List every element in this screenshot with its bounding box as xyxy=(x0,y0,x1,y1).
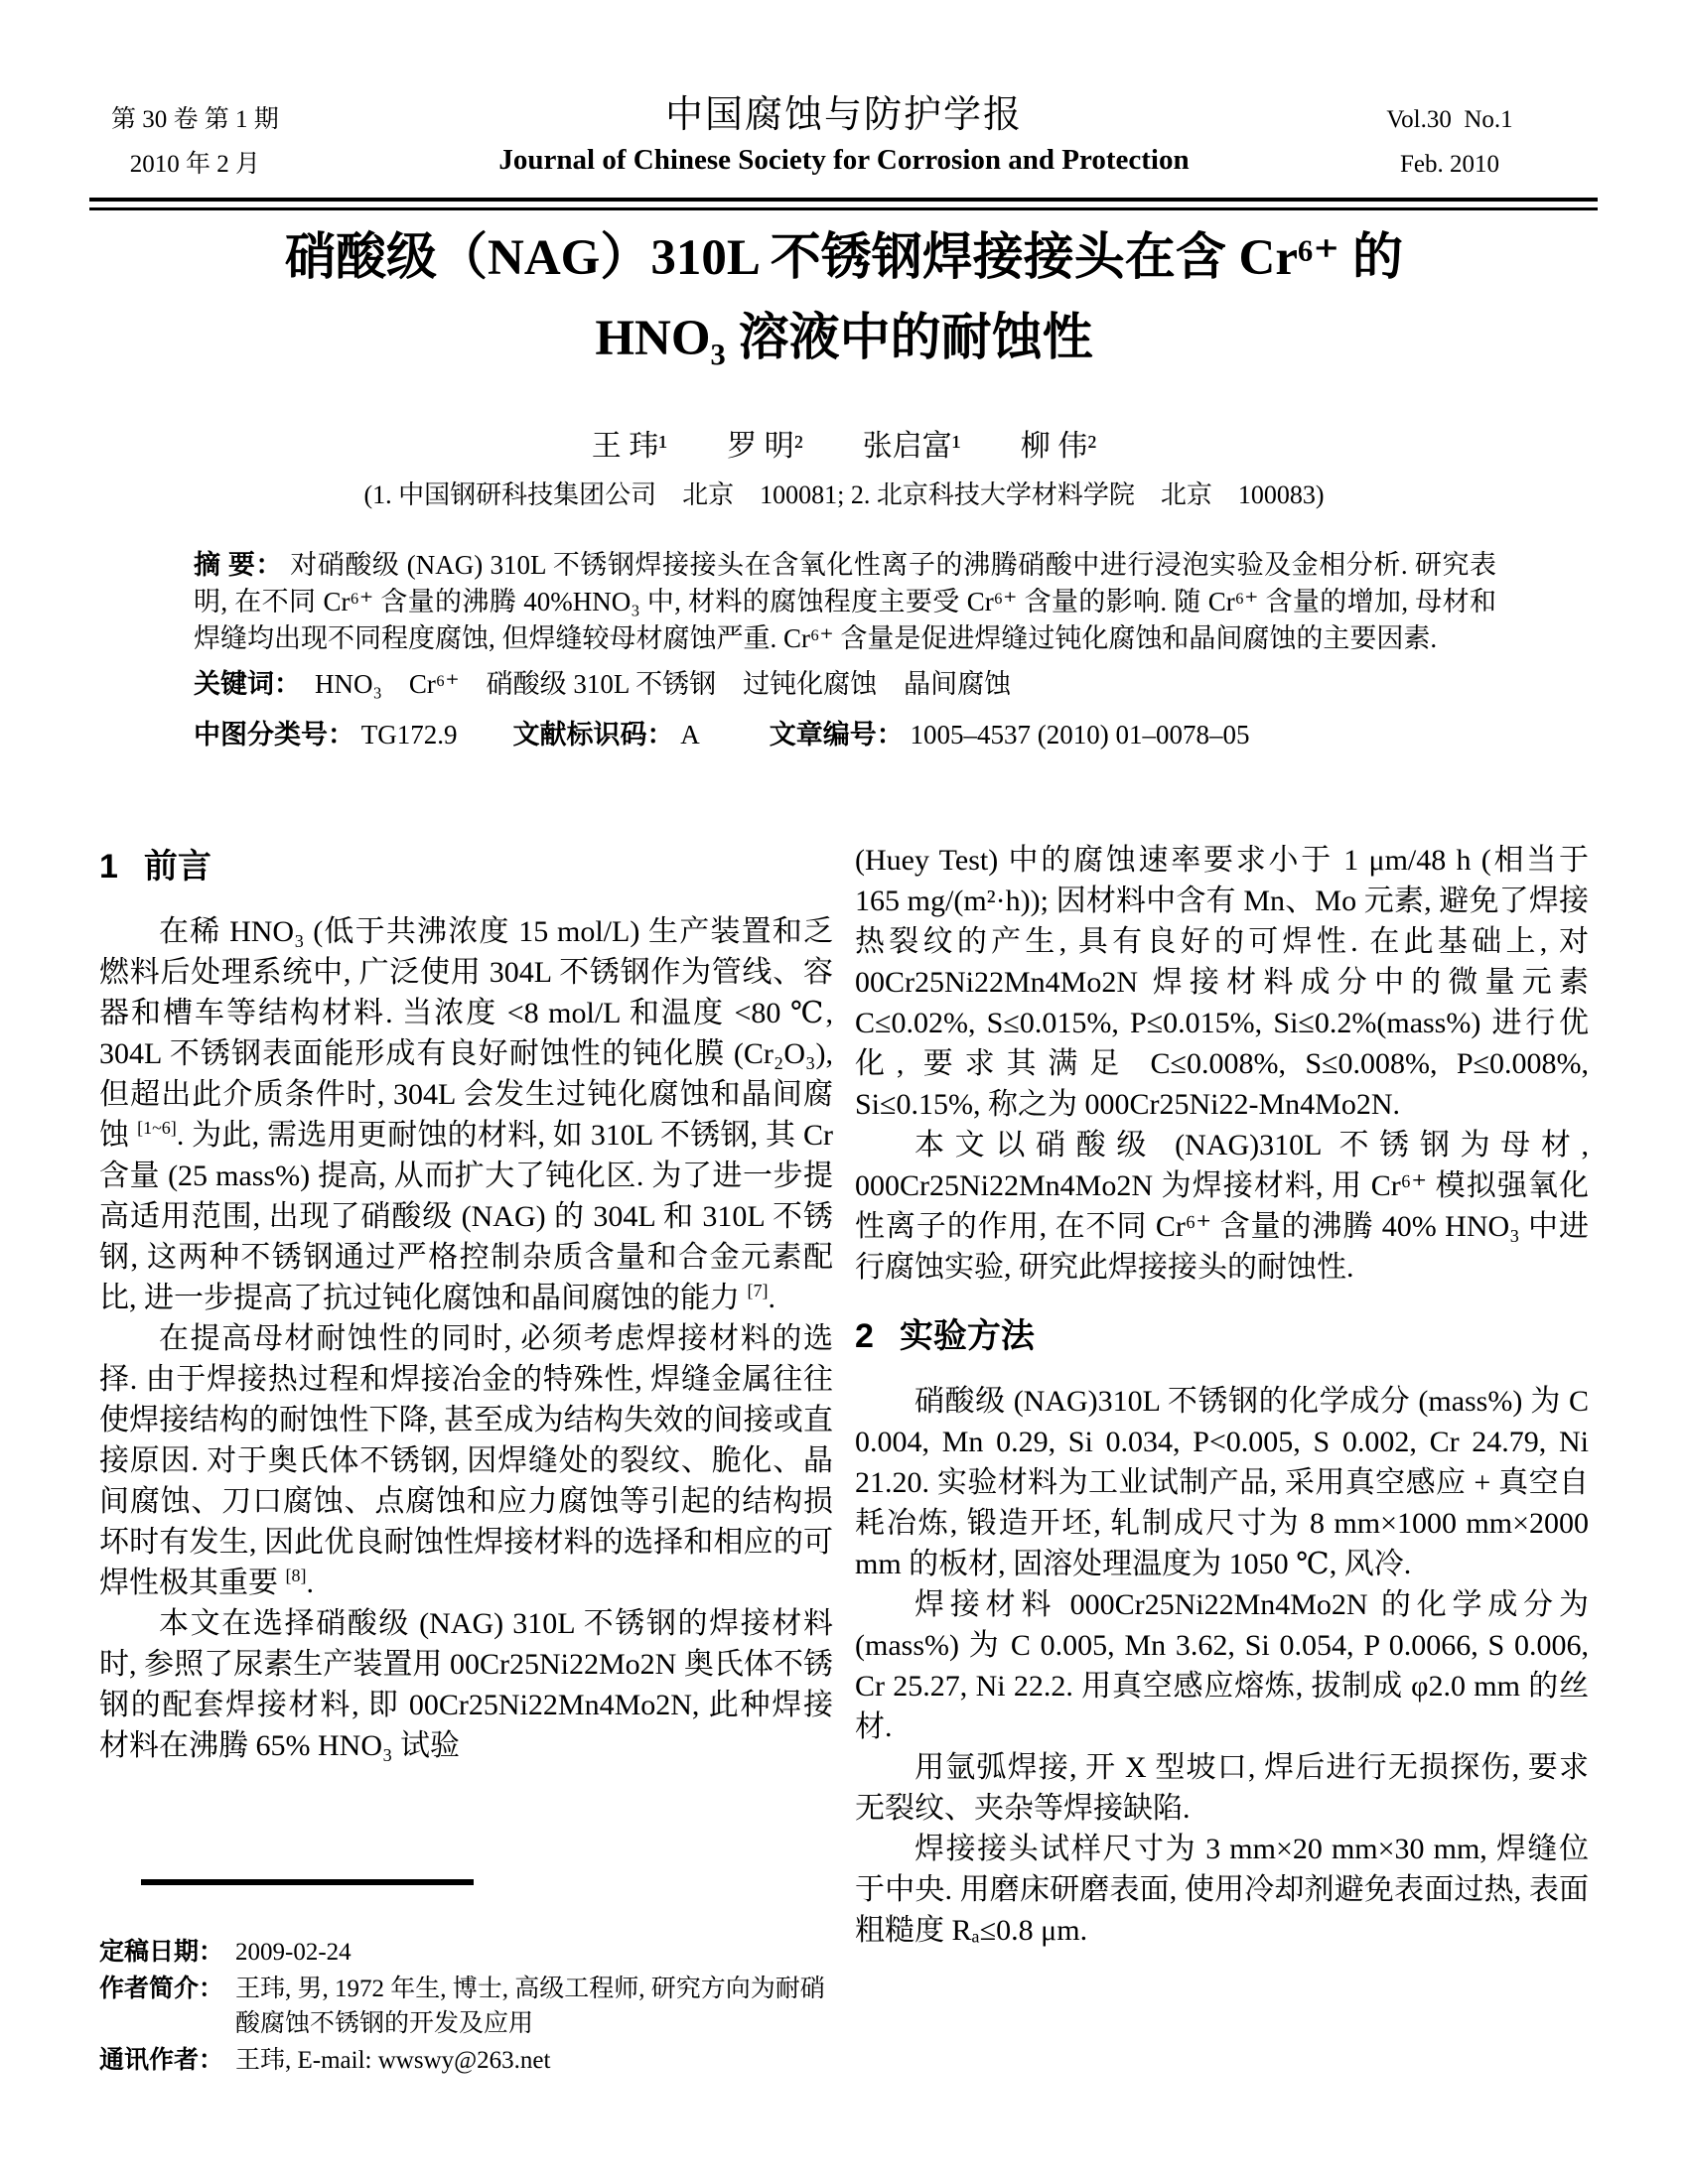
volume-number: Vol.30 No.1 xyxy=(1386,106,1513,133)
abstract-block xyxy=(194,547,1496,753)
section-2-paragraph-3: 用氩弧焊接, 开 X 型坡口, 焊后进行无损探伤, 要求无裂纹、夹杂等焊接缺陷. xyxy=(855,1751,1589,1825)
footnote-block xyxy=(99,1879,844,2080)
classification-row xyxy=(194,717,1496,753)
citation-ref: [7] xyxy=(747,1281,769,1300)
volume-date: Feb. 2010 xyxy=(1400,151,1499,178)
keywords-row xyxy=(194,666,1496,703)
journal-title-cn: 中国腐蚀与防护学报 xyxy=(664,94,1023,136)
article-title-line2: HNO₃ 溶液中的耐蚀性 xyxy=(595,311,1093,366)
author-affiliations: (1. 中国钢研科技集团公司 北京 100081; 2. 北京科技大学材料学院 北京 100083) xyxy=(363,480,1325,509)
issue-volume-line: 第 30 卷 第 1 期 xyxy=(111,106,279,133)
footnote-received-date: 定稿日期： 2009-02-24 xyxy=(99,1939,352,1966)
section-2-paragraph-1: 硝酸级 (NAG)310L 不锈钢的化学成分 (mass%) 为 C 0.004, Mn 0.29, Si 0.034, P<0.005, S 0.002, Cr 24.79, Ni 21.20. 实验材料为工业试制产品, 采用真空感应 + 真空自耗冶炼, 锻造开坯, 轧制成尺寸为 8 mm×1000 mm×2000 mm 的板材, 固溶处理温度为 1050 ℃, 风冷. xyxy=(855,1385,1589,1580)
section-1-paragraph-1: 在稀 HNO₃ (低于共沸浓度 15 mol/L) 生产装置和乏燃料后处理系统中, 广泛使用 304L 不锈钢作为管线、容器和槽车等结构材料. 当浓度 <8 mol/L 和温度 <80 ℃, 304L 不锈钢表面能形成有良好耐蚀性的钝化膜 (Cr₂O₃), 但超出此介质条件时, 304L 会发生过钝化腐蚀和晶间腐蚀 [1~6]. 为此, 需选用更耐蚀的材料, 如 310L 不锈钢, 其 Cr 含量 (25 mass%) 提高, 从而扩大了钝化区. 为了进一步提高适用范围, 出现了硝酸级 (NAG) 的 304L 和 310L 不锈钢, 这两种不锈钢通过严格控制杂质含量和合金元素配比, 进一步提高了抗过钝化腐蚀和晶间腐蚀的能力 [7]. xyxy=(99,915,834,1314)
clc-number: 中图分类号： TG172.9 xyxy=(194,720,458,750)
issue-date-line: 2010 年 2 月 xyxy=(129,151,261,178)
header-volume xyxy=(1326,97,1574,187)
section-2-paragraph-4: 焊接接头试样尺寸为 3 mm×20 mm×30 mm, 焊缝位于中央. 用磨床研磨表面, 使用冷却剂避免表面过热, 表面粗糙度 Rₐ≤0.8 μm. xyxy=(855,1833,1589,1947)
abstract-text: 对硝酸级 (NAG) 310L 不锈钢焊接接头在含氧化性离子的沸腾硝酸中进行浸泡实验及金相分析. 研究表明, 在不同 Cr⁶⁺ 含量的沸腾 40%HNO₃ 中, 材料的腐蚀程度主要受 Cr⁶⁺ 含量的影响. 随 Cr⁶⁺ 含量的增加, 母材和焊缝均出现不同程度腐蚀, 但焊缝较母材腐蚀严重. Cr⁶⁺ 含量是促进焊缝过钝化腐蚀和晶间腐蚀的主要因素. xyxy=(194,550,1497,653)
section-1-heading: 1 前言 xyxy=(99,848,211,886)
document-code: 文献标识码： A xyxy=(512,720,700,750)
section-2-paragraph-2: 焊接材料 000Cr25Ni22Mn4Mo2N 的化学成分为 (mass%) 为 C 0.005, Mn 3.62, Si 0.054, P 0.0066, S 0.006, Cr 25.27, Ni 22.2. 用真空感应熔炼, 拔制成 φ2.0 mm 的丝材. xyxy=(855,1588,1589,1743)
article-title-line1: 硝酸级（NAG）310L 不锈钢焊接接头在含 Cr⁶⁺ 的 xyxy=(285,230,1403,286)
right-column xyxy=(855,840,1589,1951)
citation-ref: [8] xyxy=(285,1566,307,1585)
keywords-text: HNO₃ Cr⁶⁺ 硝酸级 310L 不锈钢 过钝化腐蚀 晶间腐蚀 xyxy=(315,669,1012,699)
footnote-corresponding-author: 通讯作者： 王玮, E-mail: wwswy@263.net xyxy=(99,2047,551,2074)
article-title xyxy=(0,218,1688,379)
section-1-paragraph-4: 本文以硝酸级 (NAG)310L 不锈钢为母材, 000Cr25Ni22Mn4Mo2N 为焊接材料, 用 Cr⁶⁺ 模拟强氧化性离子的作用, 在不同 Cr⁶⁺ 含量的沸腾 40% HNO₃ 中进行腐蚀实验, 研究此焊接接头的耐蚀性. xyxy=(855,1129,1589,1284)
section-1-paragraph-3: 本文在选择硝酸级 (NAG) 310L 不锈钢的焊接材料时, 参照了尿素生产装置用 00Cr25Ni22Mo2N 奥氏体不锈钢的配套焊接材料, 即 00Cr25Ni22Mn4Mo2N, 此种焊接材料在沸腾 65% HNO₃ 试验 xyxy=(99,1607,833,1762)
abstract-paragraph xyxy=(194,547,1496,657)
footnote-divider xyxy=(141,1879,474,1885)
body-columns xyxy=(99,840,1589,1951)
citation-ref: [1~6] xyxy=(137,1118,177,1138)
keywords-label: 关键词： xyxy=(194,669,301,699)
footnote-author-bio: 作者简介： 王玮, 男, 1972 年生, 博士, 高级工程师, 研究方向为耐硝酸腐蚀不锈钢的开发及应用 xyxy=(99,1976,825,2037)
section-1-paragraph-3-continued: (Huey Test) 中的腐蚀速率要求小于 1 μm/48 h (相当于 165 mg/(m²·h)); 因材料中含有 Mn、Mo 元素, 避免了焊接热裂纹的产生, 具有良好的可焊性. 在此基础上, 对 00Cr25Ni22Mn4Mo2N 焊接材料成分中的微量元素 C≤0.02%, S≤0.015%, P≤0.015%, Si≤0.2%(mass%) 进行优化, 要求其满足 C≤0.008%, S≤0.008%, P≤0.008%, Si≤0.15%, 称之为 000Cr25Ni22-Mn4Mo2N. xyxy=(855,844,1589,1121)
section-2-heading: 2 实验方法 xyxy=(855,1317,1035,1355)
section-1-paragraph-2: 在提高母材耐蚀性的同时, 必须考虑焊接材料的选择. 由于焊接热过程和焊接冶金的特殊性, 焊缝金属往往使焊接结构的耐蚀性下降, 甚至成为结构失效的间接或直接原因. 对于奥氏体不锈钢, 因焊缝处的裂纹、脆化、晶间腐蚀、刀口腐蚀、点腐蚀和应力腐蚀等引起的结构损坏时有发生, 因此优良耐蚀性焊接材料的选择和相应的可焊性极其重要 [8]. xyxy=(99,1322,833,1599)
abstract-label: 摘 要： xyxy=(194,550,283,580)
journal-title-en: Journal of Chinese Society for Corrosion and Protection xyxy=(498,144,1190,176)
article-id: 文章编号： 1005–4537 (2010) 01–0078–05 xyxy=(769,720,1250,750)
author-names: 王 玮¹ 罗 明² 张启富¹ 柳 伟² xyxy=(591,430,1097,463)
header-divider xyxy=(89,198,1598,210)
left-column xyxy=(99,840,833,1951)
